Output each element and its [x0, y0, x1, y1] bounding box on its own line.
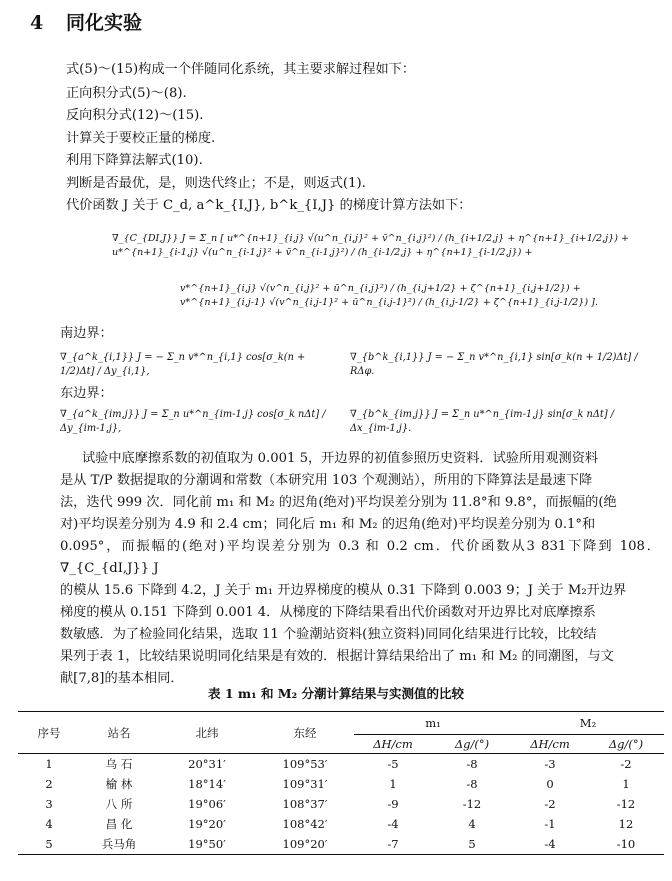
cell: 19°06′	[188, 797, 226, 811]
cell: -10	[616, 837, 636, 851]
cell: -1	[544, 817, 556, 831]
cell: 榆 林	[105, 777, 133, 791]
cell: 昌 化	[105, 817, 133, 831]
table-row	[18, 794, 664, 814]
cell: 109°31′	[282, 777, 328, 791]
cell: -9	[387, 797, 399, 811]
cell: -5	[387, 757, 399, 771]
equation-south-a: ∇_{a^k_{i,1}} J = − Σ_n v*^n_{i,1} cos[σ_k(n + 1/2)Δt] / Δy_{i,1},	[60, 352, 306, 377]
header-index: 序号	[37, 725, 61, 740]
paragraph-line: 果列于表 1，比较结果说明同化结果是有效的．根据计算结果给出了 m₁ 和 M₂ 的同潮图，与文	[60, 649, 614, 664]
paragraph-line: 试验中底摩擦系数的初值取为 0.001 5，开边界的初值参照历史资料．试验所用观测资料	[82, 451, 599, 466]
cell: 109°20′	[282, 837, 328, 851]
equation-south-b: ∇_{b^k_{i,1}} J = − Σ_n v*^n_{i,1} sin[σ_k(n + 1/2)Δt] / RΔφ.	[350, 352, 638, 377]
subheader-dh: ΔH/cm	[373, 737, 413, 751]
cell: 4	[45, 817, 53, 831]
intro-line: 代价函数 J 关于 C_d, a^k_{I,J}, b^k_{I,J} 的梯度计算方法如下：	[66, 198, 472, 213]
section-heading	[30, 8, 142, 35]
table-row	[18, 814, 664, 834]
intro-line: 利用下降算法解式(10).	[66, 153, 203, 168]
equation-grad-cd-2: v*^{n+1}_{i,j} √(v^n_{i,j}² + ū^n_{i,j}²) / (h_{i,j+1/2} + ζ^{n+1}_{i,j+1/2}) + v*^{n+1}_{i,j-1} √(v^n_{i,j-1}² + ū^n_{i,j-1}²) / (h_{i,j-1/2} + ζ^{n+1}_{i,j-1/2}) ].	[180, 283, 598, 308]
cell: -12	[462, 797, 482, 811]
cell: 八 所	[105, 797, 133, 811]
east-boundary-label: 东边界：	[60, 386, 113, 401]
cell: 12	[618, 817, 634, 831]
subheader-dg: Δg/(°)	[454, 737, 490, 751]
cell: 4	[468, 817, 476, 831]
cell: -4	[544, 837, 556, 851]
header-latitude: 北纬	[195, 725, 219, 740]
header-group-m1: m₁	[354, 712, 512, 735]
subheader-dh: ΔH/cm	[530, 737, 570, 751]
cell: 乌 石	[105, 757, 133, 771]
header-longitude: 东经	[293, 725, 317, 740]
cell: 0	[546, 777, 554, 791]
table-row	[18, 754, 664, 775]
cell: -2	[620, 757, 632, 771]
paragraph-line: 对)平均误差分别为 4.9 和 2.4 cm；同化后 m₁ 和 M₂ 的迟角(绝对)平均误差分别为 0.1°和	[60, 517, 596, 532]
header-group-m2: M₂	[512, 712, 664, 735]
subheader-dg: Δg/(°)	[608, 737, 644, 751]
intro-line: 判断是否最优，是，则迭代终止；不是，则返式(1).	[66, 176, 366, 191]
paragraph-line: 0.095°，而振幅的(绝对)平均误差分别为 0.3 和 0.2 cm．代价函数从3 831下降到 108．∇_{C_{dI,J}} J	[60, 539, 660, 576]
intro-line: 式(5)～(15)构成一个伴随同化系统，其主要求解过程如下：	[66, 62, 416, 77]
south-boundary-label: 南边界：	[60, 326, 113, 341]
intro-line: 正向积分式(5)～(8).	[66, 86, 187, 101]
cell: 18°14′	[188, 777, 226, 791]
cell: 108°42′	[282, 817, 328, 831]
paragraph-line: 法，迭代 999 次．同化前 m₁ 和 M₂ 的迟角(绝对)平均误差分别为 11.8°和 9.8°，而振幅的(绝	[60, 495, 617, 510]
section-title: 同化实验	[66, 12, 143, 34]
cell: 兵马角	[101, 837, 137, 851]
cell: 1	[622, 777, 630, 791]
paragraph-line: 数敏感．为了检验同化结果，选取 11 个验潮站资料(独立资料)同同化结果进行比较，比较结	[60, 627, 597, 642]
paragraph-line: 献[7,8]的基本相同．	[60, 671, 184, 686]
cell: -8	[466, 777, 478, 791]
cell: 1	[389, 777, 397, 791]
cell: 109°53′	[282, 757, 328, 771]
cell: 2	[45, 777, 53, 791]
cell: 3	[45, 797, 53, 811]
intro-line: 计算关于要校正量的梯度.	[66, 131, 216, 146]
cell: -3	[544, 757, 556, 771]
table-row	[18, 774, 664, 794]
equation-east-a: ∇_{a^k_{im,j}} J = Σ_n u*^n_{im-1,j} cos[σ_k nΔt] / Δy_{im-1,j},	[60, 409, 326, 434]
cell: -2	[544, 797, 556, 811]
table-caption: 表 1 m₁ 和 M₂ 分潮计算结果与实测值的比较	[208, 686, 464, 701]
cell: 108°37′	[282, 797, 328, 811]
cell: 19°50′	[188, 837, 226, 851]
equation-east-b: ∇_{b^k_{im,j}} J = Σ_n u*^n_{im-1,j} sin[σ_k nΔt] / Δx_{im-1,j}.	[350, 409, 615, 434]
cell: 1	[45, 757, 53, 771]
equation-grad-cd-1: ∇_{C_{DI,J}} J = Σ_n [ u*^{n+1}_{i,j} √(u^n_{i,j}² + v̄^n_{i,j}²) / (h_{i+1/2,j} + η^{n+1}_{i+1/2,j}) + u*^{n+1}_{i-1,j} √(u^n_{i-1,j}² + v̄^n_{i-1,j}²) / (h_{i-1/2,j} + η^{n+1}_{i-1/2,j}) +	[112, 233, 630, 258]
cell: -7	[387, 837, 399, 851]
paragraph-line: 是从 T/P 数据提取的分潮调和常数（本研究用 103 个观测站），所用的下降算法是最速下降	[60, 473, 593, 488]
cell: -4	[387, 817, 399, 831]
paragraph-line: 的模从 15.6 下降到 4.2，J 关于 m₁ 开边界梯度的模从 0.31 下降到 0.003 9；J 关于 M₂开边界	[60, 583, 627, 598]
cell: 19°20′	[188, 817, 226, 831]
comparison-table	[18, 711, 664, 855]
cell: 5	[45, 837, 53, 851]
paragraph-line: 梯度的模从 0.151 下降到 0.001 4．从梯度的下降结果看出代价函数对开边界比对底摩擦系	[60, 605, 596, 620]
cell: 20°31′	[188, 757, 226, 771]
header-station: 站名	[107, 725, 131, 740]
table-row	[18, 834, 664, 855]
cell: -8	[466, 757, 478, 771]
cell: 5	[468, 837, 476, 851]
table-header-row	[18, 712, 664, 735]
section-number: 4	[30, 12, 44, 34]
body-paragraph	[60, 448, 660, 690]
intro-line: 反向积分式(12)～(15).	[66, 108, 204, 123]
cell: -12	[616, 797, 636, 811]
